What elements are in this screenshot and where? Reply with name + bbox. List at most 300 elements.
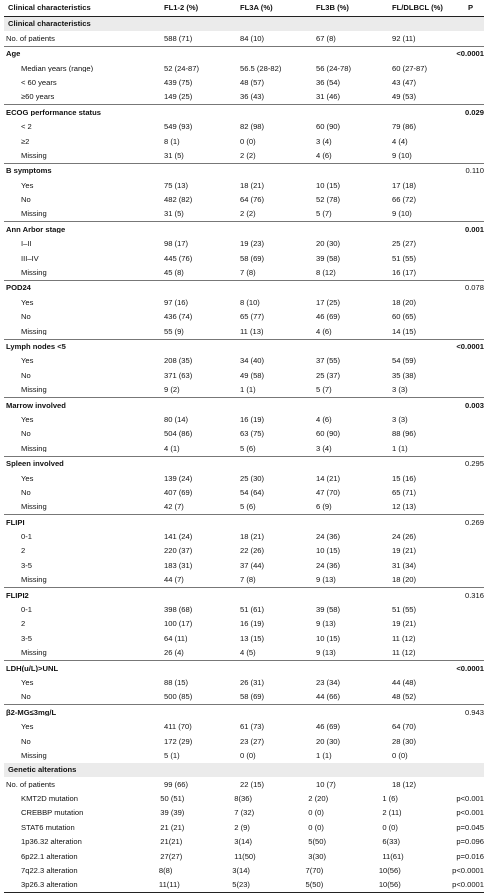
value-cell: 39 (58) bbox=[316, 253, 341, 263]
table-row bbox=[4, 500, 484, 514]
row-label: Median years (range) bbox=[21, 64, 94, 73]
value-cell: 50 (51) bbox=[160, 794, 185, 804]
table-row bbox=[4, 777, 484, 791]
p-value-cell: 0.295 bbox=[464, 459, 484, 469]
value-cell: 65 (71) bbox=[392, 487, 417, 497]
row-label: ≥60 years bbox=[21, 93, 55, 101]
value-cell: 18 (21) bbox=[240, 532, 265, 542]
value-cell: 208 (35) bbox=[164, 356, 193, 366]
value-cell: 445 (76) bbox=[164, 253, 193, 263]
value-cell: 2 (11) bbox=[382, 808, 402, 818]
value-cell: 51 (55) bbox=[392, 253, 417, 263]
value-cell: 16 (19) bbox=[240, 414, 265, 424]
value-cell: 15 (16) bbox=[392, 473, 417, 483]
value-cell: 11(61) bbox=[382, 851, 404, 861]
row-label: No. of patients bbox=[6, 780, 55, 789]
value-cell: 46 (69) bbox=[316, 312, 341, 322]
row-label: 0-1 bbox=[21, 533, 32, 541]
row-label: KMT2D mutation bbox=[21, 795, 78, 803]
table-row bbox=[4, 690, 484, 704]
value-cell: 88 (96) bbox=[392, 429, 417, 439]
value-cell: 11 (13) bbox=[240, 326, 264, 336]
value-cell: 84 (10) bbox=[240, 33, 265, 43]
value-cell: 26 (31) bbox=[240, 677, 265, 687]
table-row bbox=[4, 90, 484, 104]
value-cell: 54 (64) bbox=[240, 487, 265, 497]
value-cell: 51 (55) bbox=[392, 605, 417, 615]
value-cell: 39 (39) bbox=[160, 808, 185, 818]
value-cell: 22 (26) bbox=[240, 546, 265, 556]
value-cell: 7 (8) bbox=[240, 575, 256, 585]
table-row bbox=[4, 806, 484, 820]
p-value-cell: 0.078 bbox=[464, 283, 484, 293]
row-label: No bbox=[21, 313, 31, 321]
row-label: No bbox=[21, 196, 31, 204]
value-cell: 9 (2) bbox=[164, 385, 180, 395]
value-cell: 149 (25) bbox=[164, 92, 193, 102]
p-value-cell: <0.0001 bbox=[456, 663, 484, 673]
value-cell: 34 (40) bbox=[240, 356, 265, 366]
value-cell: 11 (12) bbox=[392, 648, 416, 658]
row-label: 7q22.3 alteration bbox=[21, 867, 78, 875]
value-cell: 18 (12) bbox=[392, 779, 417, 789]
value-cell: 6(33) bbox=[382, 837, 401, 847]
table-row bbox=[4, 31, 484, 45]
row-label: Lymph nodes <5 bbox=[6, 342, 66, 351]
value-cell: 549 (93) bbox=[164, 122, 193, 132]
value-cell: 31 (34) bbox=[392, 560, 417, 570]
value-cell: 9 (10) bbox=[392, 150, 412, 160]
row-label: 3p26.3 alteration bbox=[21, 881, 78, 890]
value-cell: 67 (8) bbox=[316, 33, 336, 43]
value-cell: 64 (76) bbox=[240, 195, 265, 205]
value-cell: 63 (75) bbox=[240, 429, 265, 439]
value-cell: 19 (21) bbox=[392, 546, 417, 556]
row-label: 2 bbox=[21, 620, 26, 628]
value-cell: 3(30) bbox=[308, 851, 327, 861]
value-cell: 14 (21) bbox=[316, 473, 341, 483]
value-cell: 75 (13) bbox=[164, 180, 189, 190]
value-cell: 11(50) bbox=[234, 851, 256, 861]
value-cell: 398 (68) bbox=[164, 605, 193, 615]
p-value-cell: 0.001 bbox=[464, 224, 484, 234]
value-cell: 21(21) bbox=[160, 837, 183, 847]
row-label: 6p22.1 alteration bbox=[21, 852, 78, 861]
row-label: STAT6 mutation bbox=[21, 823, 75, 832]
value-cell: 2 (2) bbox=[240, 150, 256, 160]
table-row bbox=[4, 558, 484, 572]
value-cell: 5 (6) bbox=[240, 443, 256, 453]
section-label: Clinical characteristics bbox=[8, 20, 91, 28]
row-label: 2 bbox=[21, 547, 26, 556]
value-cell: 49 (53) bbox=[392, 92, 417, 102]
p-value-cell: p=0.016 bbox=[456, 851, 484, 861]
row-label: 3-5 bbox=[21, 634, 32, 643]
p-value-cell: p<0.001 bbox=[456, 808, 484, 818]
table-row bbox=[4, 295, 484, 309]
value-cell: 9 (13) bbox=[316, 619, 336, 629]
value-cell: 141 (24) bbox=[164, 532, 193, 542]
value-cell: 36 (54) bbox=[316, 77, 341, 87]
section-row bbox=[4, 17, 484, 31]
value-cell: 27(27) bbox=[160, 851, 183, 861]
value-cell: 98 (17) bbox=[164, 239, 189, 249]
value-cell: 37 (44) bbox=[240, 560, 265, 570]
header-cell: FL3A (%) bbox=[240, 3, 273, 13]
row-label: III–IV bbox=[21, 254, 39, 263]
header-cell: Clinical characteristics bbox=[8, 4, 91, 12]
value-cell: 9 (13) bbox=[316, 648, 336, 658]
value-cell: 80 (14) bbox=[164, 414, 189, 424]
value-cell: 9 (10) bbox=[392, 209, 412, 219]
value-cell: 5 (6) bbox=[240, 502, 256, 512]
table-row bbox=[4, 820, 484, 834]
table-row bbox=[4, 237, 484, 251]
row-label: B symptoms bbox=[6, 167, 52, 175]
table-row bbox=[4, 413, 484, 427]
value-cell: 3 (3) bbox=[392, 385, 408, 395]
p-value-cell: p<0.0001 bbox=[452, 880, 484, 890]
value-cell: 7 (8) bbox=[240, 268, 256, 278]
group-row bbox=[4, 339, 484, 354]
value-cell: 8(8) bbox=[158, 866, 173, 876]
value-cell: 5 (1) bbox=[164, 750, 180, 760]
value-cell: 56.5 (28-82) bbox=[240, 63, 282, 73]
table-row bbox=[4, 676, 484, 690]
value-cell: 5 (7) bbox=[316, 385, 332, 395]
value-cell: 48 (57) bbox=[240, 77, 265, 87]
value-cell: 1 (1) bbox=[316, 750, 332, 760]
row-label: Yes bbox=[21, 298, 34, 307]
value-cell: 183 (31) bbox=[164, 560, 193, 570]
row-label: Missing bbox=[21, 151, 47, 160]
table-row bbox=[4, 720, 484, 734]
table-row bbox=[4, 251, 484, 265]
row-label: Yes bbox=[21, 474, 34, 483]
value-cell: 5(50) bbox=[308, 837, 327, 847]
value-cell: 3(14) bbox=[232, 866, 250, 876]
table-header bbox=[4, 0, 484, 17]
row-label: ≥2 bbox=[21, 137, 30, 146]
p-value-cell: <0.0001 bbox=[456, 49, 484, 59]
header-cell: FL/DLBCL (%) bbox=[392, 3, 443, 13]
row-label: Missing bbox=[21, 649, 47, 657]
value-cell: 7 (32) bbox=[234, 808, 255, 818]
value-cell: 22 (15) bbox=[240, 779, 265, 789]
table-row bbox=[4, 646, 484, 660]
row-label: Missing bbox=[21, 327, 47, 336]
value-cell: 55 (9) bbox=[164, 326, 184, 336]
row-label: No bbox=[21, 693, 31, 701]
row-label: No. of patients bbox=[6, 34, 55, 43]
row-label: 0-1 bbox=[21, 606, 32, 614]
value-cell: 52 (78) bbox=[316, 195, 341, 205]
value-cell: 52 (24-87) bbox=[164, 63, 200, 73]
value-cell: 0 (0) bbox=[382, 822, 398, 832]
value-cell: 11 (12) bbox=[392, 633, 416, 643]
group-row bbox=[4, 104, 484, 119]
table-row bbox=[4, 427, 484, 441]
value-cell: 20 (30) bbox=[316, 736, 341, 746]
table-row bbox=[4, 310, 484, 324]
group-row bbox=[4, 456, 484, 471]
value-cell: 45 (8) bbox=[164, 268, 184, 278]
value-cell: 6 (9) bbox=[316, 502, 332, 512]
value-cell: 19 (23) bbox=[240, 239, 265, 249]
value-cell: 4 (6) bbox=[316, 326, 332, 336]
table-row bbox=[4, 849, 484, 863]
row-label: POD24 bbox=[6, 284, 31, 293]
p-value-cell: p<0.001 bbox=[456, 794, 484, 804]
value-cell: 44 (66) bbox=[316, 692, 341, 702]
value-cell: 3 (4) bbox=[316, 443, 332, 453]
value-cell: 24 (26) bbox=[392, 532, 417, 542]
row-label: < 2 bbox=[21, 123, 32, 131]
value-cell: 10(56) bbox=[378, 866, 401, 876]
value-cell: 24 (36) bbox=[316, 560, 341, 570]
table-row bbox=[4, 324, 484, 338]
value-cell: 23 (27) bbox=[240, 736, 265, 746]
value-cell: 51 (61) bbox=[240, 605, 265, 615]
value-cell: 54 (59) bbox=[392, 356, 417, 366]
p-value-cell: <0.0001 bbox=[456, 341, 484, 351]
row-label: ECOG performance status bbox=[6, 108, 101, 117]
value-cell: 0 (0) bbox=[240, 136, 256, 146]
value-cell: 1 (6) bbox=[382, 794, 398, 804]
value-cell: 60 (27-87) bbox=[392, 63, 428, 73]
value-cell: 4 (5) bbox=[240, 648, 256, 658]
value-cell: 436 (74) bbox=[164, 312, 193, 322]
table-row bbox=[4, 266, 484, 280]
value-cell: 2 (9) bbox=[234, 822, 250, 832]
value-cell: 49 (58) bbox=[240, 370, 265, 380]
value-cell: 14 (15) bbox=[392, 326, 417, 336]
table-row bbox=[4, 354, 484, 368]
table-row bbox=[4, 193, 484, 207]
value-cell: 1 (1) bbox=[240, 385, 256, 395]
header-cell: FL3B (%) bbox=[316, 3, 349, 13]
value-cell: 65 (77) bbox=[240, 312, 265, 322]
row-label: 1p36.32 alteration bbox=[21, 838, 82, 846]
table-row bbox=[4, 441, 484, 455]
value-cell: 42 (7) bbox=[164, 502, 184, 512]
value-cell: 58 (69) bbox=[240, 253, 265, 263]
value-cell: 20 (30) bbox=[316, 239, 341, 249]
value-cell: 371 (63) bbox=[164, 370, 193, 380]
characteristics-table bbox=[4, 0, 484, 893]
value-cell: 3(14) bbox=[234, 837, 253, 847]
table-row bbox=[4, 76, 484, 90]
row-label: 3-5 bbox=[21, 561, 32, 570]
row-label: Missing bbox=[21, 386, 47, 394]
value-cell: 31 (5) bbox=[164, 209, 184, 219]
value-cell: 36 (43) bbox=[240, 92, 265, 102]
value-cell: 18 (20) bbox=[392, 297, 417, 307]
header-cell: P bbox=[468, 3, 474, 13]
table-row bbox=[4, 120, 484, 134]
table-row bbox=[4, 631, 484, 645]
row-label: < 60 years bbox=[21, 78, 57, 87]
value-cell: 25 (37) bbox=[316, 370, 341, 380]
value-cell: 43 (47) bbox=[392, 77, 417, 87]
table-row bbox=[4, 749, 484, 763]
value-cell: 13 (15) bbox=[240, 633, 265, 643]
value-cell: 64 (11) bbox=[164, 633, 188, 643]
value-cell: 60 (90) bbox=[316, 429, 341, 439]
value-cell: 5 (7) bbox=[316, 209, 332, 219]
row-label: Missing bbox=[21, 444, 47, 453]
row-label: I–II bbox=[21, 240, 32, 248]
value-cell: 58 (69) bbox=[240, 692, 265, 702]
row-label: β2-MG≤3mg/L bbox=[6, 708, 57, 717]
value-cell: 220 (37) bbox=[164, 546, 193, 556]
value-cell: 172 (29) bbox=[164, 736, 193, 746]
p-value-cell: 0.003 bbox=[464, 400, 484, 410]
value-cell: 8(36) bbox=[234, 794, 253, 804]
value-cell: 44 (48) bbox=[392, 677, 417, 687]
group-row bbox=[4, 46, 484, 61]
value-cell: 10 (15) bbox=[316, 633, 341, 643]
value-cell: 0 (0) bbox=[392, 750, 408, 760]
p-value-cell: p=0.045 bbox=[456, 822, 484, 832]
value-cell: 3 (3) bbox=[392, 414, 408, 424]
table-row bbox=[4, 734, 484, 748]
group-row bbox=[4, 397, 484, 412]
value-cell: 17 (25) bbox=[316, 297, 341, 307]
value-cell: 48 (52) bbox=[392, 692, 417, 702]
row-label: FLIPI2 bbox=[6, 591, 29, 600]
row-label: Genetic alterations bbox=[8, 766, 77, 774]
value-cell: 4 (6) bbox=[316, 414, 332, 424]
table-row bbox=[4, 835, 484, 849]
value-cell: 482 (82) bbox=[164, 195, 193, 205]
value-cell: 8 (1) bbox=[164, 136, 180, 146]
value-cell: 10(56) bbox=[378, 880, 401, 890]
value-cell: 3 (4) bbox=[316, 136, 332, 146]
value-cell: 439 (75) bbox=[164, 77, 193, 87]
value-cell: 64 (70) bbox=[392, 722, 417, 732]
row-label: No bbox=[21, 737, 31, 746]
value-cell: 19 (21) bbox=[392, 619, 417, 629]
value-cell: 12 (13) bbox=[392, 502, 417, 512]
value-cell: 92 (11) bbox=[392, 33, 416, 43]
value-cell: 24 (36) bbox=[316, 532, 341, 542]
p-value-cell: p=0.096 bbox=[456, 837, 484, 847]
value-cell: 25 (27) bbox=[392, 239, 417, 249]
p-value-cell: 0.316 bbox=[464, 590, 484, 600]
value-cell: 16 (19) bbox=[240, 619, 265, 629]
row-label: Missing bbox=[21, 751, 47, 760]
row-label: Yes bbox=[21, 357, 34, 365]
table-row bbox=[4, 471, 484, 485]
value-cell: 56 (24-78) bbox=[316, 63, 352, 73]
value-cell: 411 (70) bbox=[164, 722, 192, 732]
value-cell: 0 (0) bbox=[308, 808, 324, 818]
section-row bbox=[4, 763, 484, 777]
row-label: Marrow involved bbox=[6, 401, 66, 410]
value-cell: 2 (2) bbox=[240, 209, 256, 219]
row-label: No bbox=[21, 371, 31, 380]
row-label: Ann Arbor stage bbox=[6, 225, 66, 234]
row-label: No bbox=[21, 488, 31, 497]
table-row bbox=[4, 603, 484, 617]
value-cell: 8 (12) bbox=[316, 268, 336, 278]
value-cell: 588 (71) bbox=[164, 33, 193, 43]
value-cell: 66 (72) bbox=[392, 195, 417, 205]
table-row bbox=[4, 878, 484, 893]
table-row bbox=[4, 792, 484, 806]
table-row bbox=[4, 368, 484, 382]
value-cell: 7(70) bbox=[305, 866, 324, 876]
value-cell: 18 (21) bbox=[240, 180, 265, 190]
value-cell: 37 (55) bbox=[316, 356, 341, 366]
value-cell: 46 (69) bbox=[316, 722, 341, 732]
table-body bbox=[4, 31, 484, 893]
value-cell: 10 (15) bbox=[316, 546, 341, 556]
value-cell: 4 (1) bbox=[164, 443, 180, 453]
p-value-cell: 0.943 bbox=[464, 707, 484, 717]
table-row bbox=[4, 61, 484, 75]
table-row bbox=[4, 207, 484, 221]
value-cell: 97 (16) bbox=[164, 297, 189, 307]
group-row bbox=[4, 163, 484, 178]
value-cell: 10 (15) bbox=[316, 180, 341, 190]
value-cell: 2 (20) bbox=[308, 794, 329, 804]
row-label: Yes bbox=[21, 415, 34, 424]
group-row bbox=[4, 587, 484, 602]
table-row bbox=[4, 530, 484, 544]
value-cell: 82 (98) bbox=[240, 122, 265, 132]
row-label: Missing bbox=[21, 269, 47, 277]
value-cell: 88 (15) bbox=[164, 677, 189, 687]
row-label: No bbox=[21, 430, 31, 438]
group-row bbox=[4, 514, 484, 529]
group-row bbox=[4, 280, 484, 295]
row-label: Yes bbox=[21, 723, 34, 731]
value-cell: 23 (34) bbox=[316, 677, 341, 687]
value-cell: 18 (20) bbox=[392, 575, 417, 585]
table-row bbox=[4, 134, 484, 148]
group-row bbox=[4, 221, 484, 236]
value-cell: 100 (17) bbox=[164, 619, 193, 629]
value-cell: 26 (4) bbox=[164, 648, 184, 658]
value-cell: 8 (10) bbox=[240, 297, 260, 307]
value-cell: 25 (30) bbox=[240, 473, 265, 483]
row-label: Spleen involved bbox=[6, 460, 64, 468]
value-cell: 61 (73) bbox=[240, 722, 265, 732]
value-cell: 500 (85) bbox=[164, 692, 193, 702]
value-cell: 0 (0) bbox=[308, 822, 324, 832]
value-cell: 21 (21) bbox=[160, 822, 185, 832]
value-cell: 10 (7) bbox=[316, 779, 336, 789]
group-row bbox=[4, 704, 484, 719]
value-cell: 60 (65) bbox=[392, 312, 417, 322]
value-cell: 39 (58) bbox=[316, 605, 341, 615]
p-value-cell: 0.110 bbox=[465, 166, 484, 176]
value-cell: 4 (4) bbox=[392, 136, 408, 146]
table-row bbox=[4, 486, 484, 500]
row-label: Missing bbox=[21, 503, 47, 511]
value-cell: 44 (7) bbox=[164, 575, 184, 585]
row-label: Yes bbox=[21, 181, 34, 190]
value-cell: 0 (0) bbox=[240, 750, 256, 760]
table-row bbox=[4, 149, 484, 163]
row-label: Missing bbox=[21, 576, 47, 584]
p-value-cell: p<0.0001 bbox=[452, 866, 484, 876]
table-row bbox=[4, 544, 484, 558]
table-row bbox=[4, 573, 484, 587]
group-row bbox=[4, 660, 484, 675]
